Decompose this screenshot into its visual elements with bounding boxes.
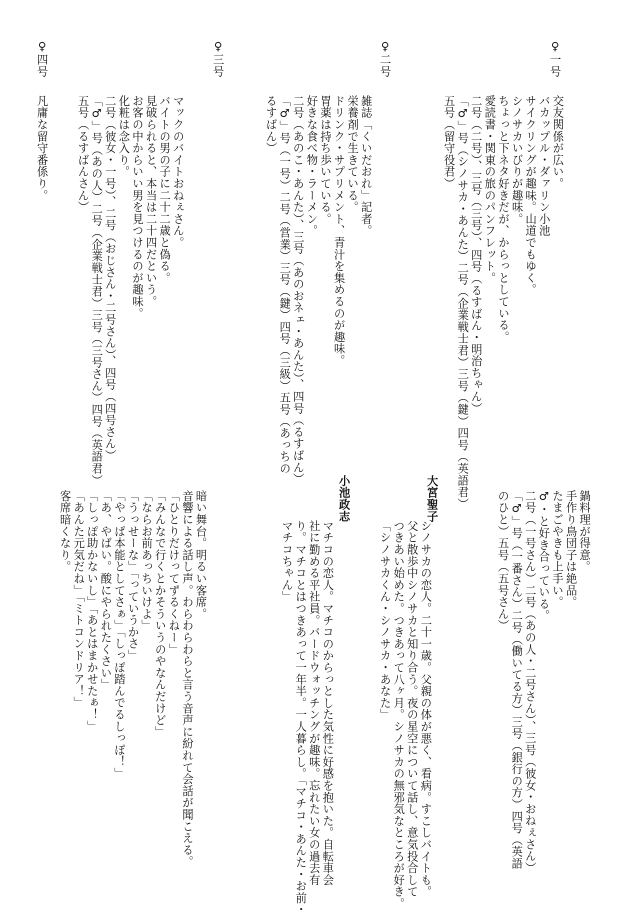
character-2-description: 雑誌「くいだおれ」記者。 栄養剤で生きている。 ドリンク・サプリメント、青汁を集めるのが趣味。 胃薬は持ち歩いている。 好きな食べ物・ラーメン。 二号（あのこ・あんた）、三号（あのおネェ・あんた）、四号（るすばん） 「♂」号（一号）二号（営業）三号（鍵）四号（三級）五号（あっちの るすばん）	[264, 95, 373, 485]
header-female-2: ♀二号	[378, 40, 392, 78]
character-1-description: 交友関係が広い。 バカップル・ダァリン小池 サイクリングが趣味。山道でもゆく。 シノサカいびりが趣味。 ちょっと下ネタ好きだが、からっとしている。 愛読書・関東の旅のパンフレット。 二号（二号）、三号（三号）、四号（るすばん・明治ちゃん） 「♂」号（シノサカ・あんた）二号（企業戦士君）三号（鍵）四号（英語君） 五号（留守役君）	[442, 95, 565, 510]
header-female-3: ♀三号	[211, 40, 225, 78]
header-female-4: ♀四号	[35, 40, 49, 78]
character-3-description: マックのバイトおねぇさん。 バイトの男の子に二十二歳と偽る。 見破られると、本当は二十四だという。 お客の中からいい男を見つけるのが趣味。 化粧は念入り。 二号（彼女・一号）、二号（おじさん・二号さん）、四号（四号さん） 「♂」号（あの人）二号（企業戦士君）三号（三号さん）四号（英語君） 五号（るすばんさん）	[76, 95, 185, 487]
character-omiya-description: シノサカの恋人。二十一歳。父親の体が悪く、看病。すこしバイトも。 父と散歩中シノサカと知り合う。夜の星空について話し、意気投合して つきあい始めた。つきあって八ヶ月。シノサカの無邪気なところが好き。 「シノサカくん・シノサカ・あなた」	[378, 520, 433, 910]
character-name-omiya: 大宮聖子	[425, 475, 439, 523]
character-name-koike: 小池政志	[337, 475, 351, 523]
stage-direction-and-dialogue: 暗い舞台。明るい客席。 音響による話し声。わらわらわらと言う音声に紛れて会話が聞こえる。 「ひとりだけってずるくねー」 「みんなで行くとかそういうのやなんだけど」 「ならお前あっちいけよ」 「うっせーな」「っていうかさ」 「やっぱ本能としてさぁ」「しっぽ踏んでるしっぽ！」 「あ、やばい。酸にやられたくさい」 「しっぽ助かないし」「あとはまかせたぁ！」 「あんた元気だね」「ミトコンドリア！」 客席暗くなり。	[58, 490, 208, 868]
header-female-1: ♀一号	[548, 40, 562, 78]
character-5-description: 鍋料理が得意。 手作り鳥団子は絶品。 たまごやきも上手い。 ♂・と好き合っている。 二号（一号さん）二号（あの人・二号さん）、三号（彼女・おねぇさん） 「♂」号（一番さん）二号（働いてる方）三号（銀行の方）四号（英語 のひと）五号（五号さん）	[496, 490, 592, 874]
character-koike-description: マチコの恋人。マチコのからっとした気性に好感を抱いた。自転車会 社に勤める平社員。バードウォッチングが趣味。忘れたい女の過去有 り。マチコとはつきあって一年半。一人暮らし。「マチコ・あんた・お前・ マチコちゃん」	[280, 520, 335, 916]
character-4-description: 凡庸な留守番係り。	[35, 95, 49, 202]
